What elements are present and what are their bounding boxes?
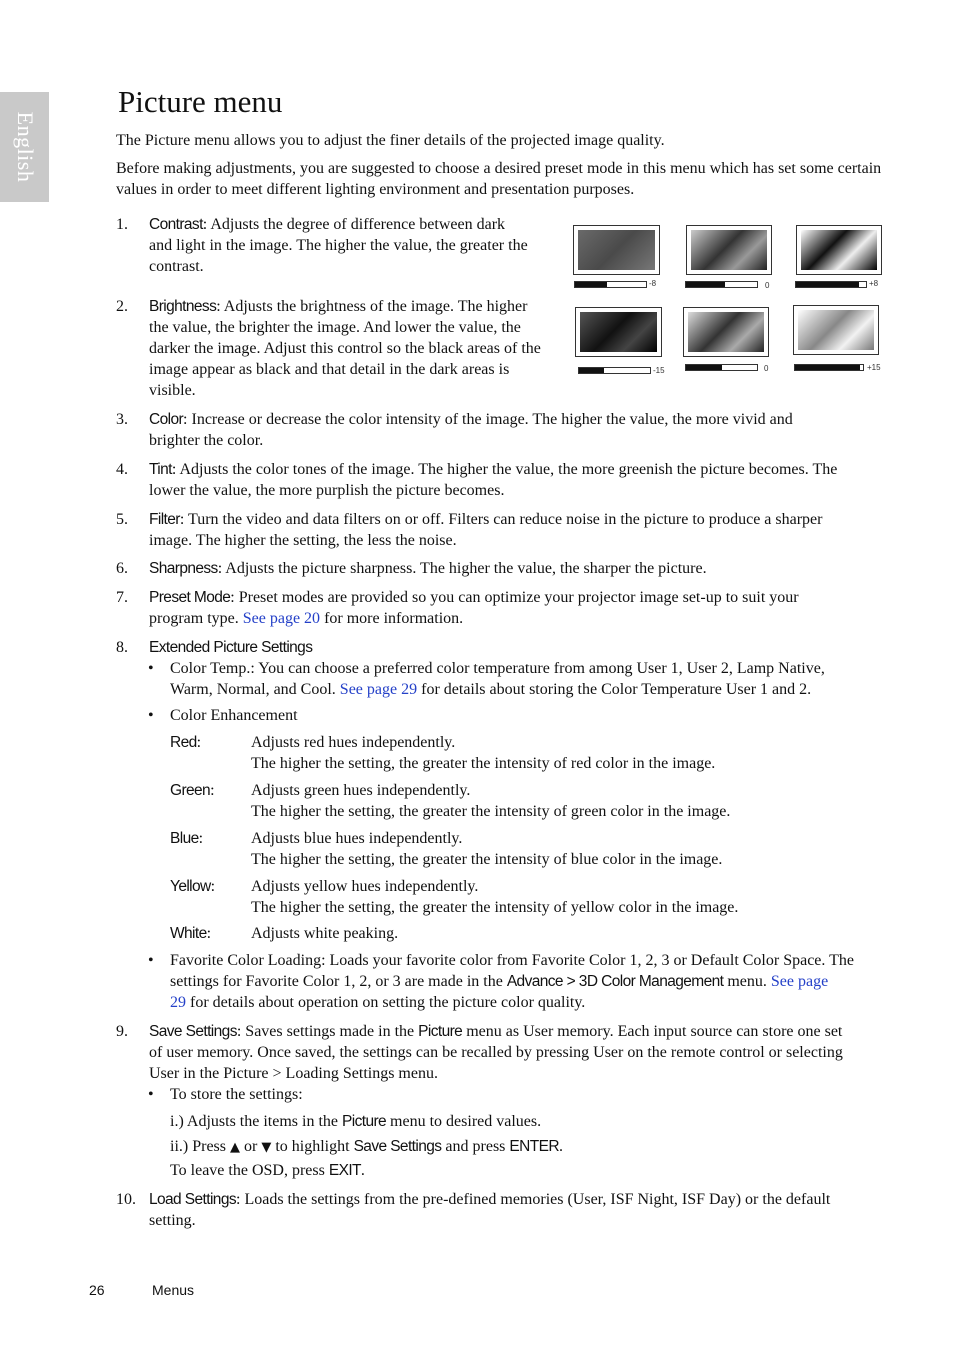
contrast-bar-high [795, 281, 867, 288]
down-arrow-icon: ▼ [261, 1140, 272, 1155]
brightness-sample-image-low [575, 307, 662, 357]
contrast-bar-label: +8 [869, 279, 879, 288]
item-text: User in the Picture > Loading Settings menu. [149, 1065, 438, 1082]
item-text: menu as User memory. Each input source can store one set [462, 1023, 843, 1040]
item-text: lower the value, the more purplish the picture becomes. [149, 482, 505, 499]
bullet-dot: • [148, 1086, 154, 1103]
save-leave-osd [170, 1160, 870, 1181]
brightness-bar-fill [795, 365, 860, 370]
enhancement-desc: Adjusts blue hues independently. [251, 830, 463, 847]
item-text: and light in the image. The higher the value, the greater the [149, 237, 528, 254]
brightness-bar-label: +15 [867, 363, 881, 372]
item-text: contrast. [149, 258, 204, 275]
menu-name: Picture [342, 1113, 387, 1130]
enhancement-desc: Adjusts green hues independently. [251, 782, 471, 799]
contrast-bar-fill [796, 282, 859, 287]
save-step-1 [170, 1111, 870, 1132]
footer-section: Menus [152, 1282, 195, 1298]
item-text: image. The higher the setting, the less the noise. [149, 532, 457, 549]
see-page-29-link[interactable]: See page [770, 973, 829, 990]
enhancement-desc: The higher the setting, the greater the intensity of red color in the image. [251, 755, 716, 772]
bullet-text: Favorite Color Loading: Loads your favorite color from Favorite Color 1, 2, 3 or Default Color Space. The [170, 952, 854, 969]
page-title: Picture menu [118, 84, 283, 119]
item-text: : Increase or decrease the color intensity of the image. The higher the value, the more vivid and [183, 411, 793, 428]
bullet-text: settings for Favorite Color 1, 2, or 3 are made in the [170, 973, 507, 990]
step-text: . [558, 1138, 563, 1155]
enhancement-label: Blue [170, 830, 199, 847]
bullet-text: menu. [723, 973, 771, 990]
item-term: Filter [149, 511, 180, 528]
item-text: : Adjusts the picture sharpness. The higher the value, the sharper the picture. [217, 560, 707, 577]
brightness-sample-image-high [793, 305, 879, 355]
item-text: : Adjusts the color tones of the image. The higher the value, the more greenish the picture becomes. The [171, 461, 838, 478]
bullet-text: Warm, Normal, and Cool. [170, 681, 340, 698]
item-number: 3. [116, 411, 128, 428]
enhancement-label: Yellow [170, 878, 211, 895]
item-number: 9. [116, 1023, 128, 1040]
contrast-bar-fill [686, 282, 725, 287]
step-text: and press [441, 1138, 510, 1155]
item-number: 8. [116, 639, 128, 656]
page-number: 26 [89, 1282, 105, 1298]
item-text: of user memory. Once saved, the settings can be recalled by pressing User on the remote control or selecting [149, 1044, 843, 1061]
enhancement-desc: The higher the setting, the greater the intensity of green color in the image. [251, 803, 731, 820]
save-settings-key: Save Settings [353, 1138, 442, 1155]
contrast-sample-image-low [573, 225, 660, 275]
intro-paragraph-1: The Picture menu allows you to adjust the finer details of the projected image quality. [116, 132, 665, 149]
item-text: the value, the brighter the image. And lower the value, the [149, 319, 521, 336]
brightness-bar-fill [686, 365, 722, 370]
item-number: 7. [116, 589, 128, 606]
contrast-bar-fill [575, 282, 607, 287]
enhancement-desc: Adjusts white peaking. [251, 925, 399, 942]
item-number: 5. [116, 511, 128, 528]
item-term: Load Settings [149, 1191, 236, 1208]
bullet-text: for details about operation on setting the picture color quality. [186, 994, 586, 1011]
contrast-bar-normal [685, 281, 758, 288]
item-term: Brightness [149, 298, 217, 315]
enhancement-desc: Adjusts yellow hues independently. [251, 878, 479, 895]
brightness-bar-label: -15 [653, 366, 665, 375]
save-step-2 [170, 1136, 870, 1158]
item-text: : Saves settings made in the [236, 1023, 419, 1040]
bullet-dot: • [148, 952, 154, 969]
step-text: to highlight [271, 1138, 354, 1155]
enhancement-label: Red [170, 734, 197, 751]
item-text: : Preset modes are provided so you can optimize your projector image set-up to suit your [230, 589, 799, 606]
item-text: : Turn the video and data filters on or off. Filters can reduce noise in the picture to produce a sharper [179, 511, 823, 528]
item-text: visible. [149, 382, 196, 399]
bullet-text: To store the settings: [170, 1086, 303, 1103]
contrast-sample-image-normal [686, 225, 772, 275]
step-text: i.) Adjusts the items in the [170, 1113, 342, 1130]
item-text: brighter the color. [149, 432, 264, 449]
item-number: 4. [116, 461, 128, 478]
exit-key: EXIT [328, 1162, 361, 1179]
brightness-bar-label: 0 [764, 364, 769, 373]
item-text: : Adjusts the brightness of the image. The higher [216, 298, 528, 315]
see-page-29-link[interactable]: See page 29 [339, 681, 418, 698]
brightness-bar-fill [579, 368, 604, 373]
enter-key: ENTER [509, 1138, 559, 1155]
language-tab [0, 92, 49, 202]
item-number: 10. [116, 1191, 136, 1208]
bullet-text: for details about storing the Color Temperature User 1 and 2. [417, 681, 812, 698]
enhancement-desc: The higher the setting, the greater the intensity of blue color in the image. [251, 851, 723, 868]
item-text: darker the image. Adjust this control so the black areas of the [149, 340, 541, 357]
enhancement-label: Green [170, 782, 211, 799]
enhancement-label: White [170, 925, 207, 942]
contrast-bar-label: -8 [649, 279, 657, 288]
brightness-sample-image-normal [683, 307, 769, 357]
item-number: 1. [116, 216, 128, 233]
see-page-29-link[interactable]: 29 [170, 994, 186, 1011]
item-term: Preset Mode [149, 589, 231, 606]
step-text: To leave the OSD, press [170, 1162, 329, 1179]
menu-name: Picture [418, 1023, 463, 1040]
step-text: menu to desired values. [386, 1113, 542, 1130]
see-page-20-link[interactable]: See page 20 [242, 610, 321, 627]
contrast-bar-low [574, 281, 647, 288]
enhancement-desc: Adjusts red hues independently. [251, 734, 456, 751]
brightness-bar-normal [685, 364, 758, 371]
item-text: image appear as black and that detail in the dark areas is [149, 361, 510, 378]
item-text: program type. [149, 610, 243, 627]
brightness-bar-low [578, 367, 651, 374]
item-term: Contrast [149, 216, 203, 233]
item-number: 6. [116, 560, 128, 577]
bullet-dot: • [148, 660, 154, 677]
item-text: : Adjusts the degree of difference between dark [202, 216, 506, 233]
contrast-bar-label: 0 [765, 281, 770, 290]
step-text: ii.) Press [170, 1138, 230, 1155]
language-tab-label: English [12, 111, 38, 183]
bullet-text: Color Enhancement [170, 707, 298, 724]
item-term: Tint [149, 461, 172, 478]
item-number: 2. [116, 298, 128, 315]
brightness-bar-high [794, 364, 864, 371]
step-text: . [360, 1162, 365, 1179]
item-term: Color [149, 411, 184, 428]
advance-menu-path: Advance > 3D Color Management [506, 973, 724, 990]
item-term: Sharpness [149, 560, 218, 577]
item-text: setting. [149, 1212, 196, 1229]
contrast-sample-image-high [796, 225, 882, 275]
up-arrow-icon: ▲ [230, 1140, 240, 1155]
item-term: Save Settings [149, 1023, 237, 1040]
bullet-dot: • [148, 707, 154, 724]
intro-paragraph-2: Before making adjustments, you are suggested to choose a desired preset mode in this menu which has set some certain values in order to meet different lighting environment and presentation purposes. [116, 160, 882, 198]
enhancement-desc: The higher the setting, the greater the intensity of yellow color in the image. [251, 899, 739, 916]
item-text: : Loads the settings from the pre-defined memories (User, ISF Night, ISF Day) or the default [236, 1191, 831, 1208]
step-text: or [240, 1138, 262, 1155]
bullet-text: Color Temp.: You can choose a preferred color temperature from among User 1, User 2, Lamp Native, [170, 660, 825, 677]
item-term: Extended Picture Settings [149, 639, 313, 656]
item-text: for more information. [320, 610, 464, 627]
